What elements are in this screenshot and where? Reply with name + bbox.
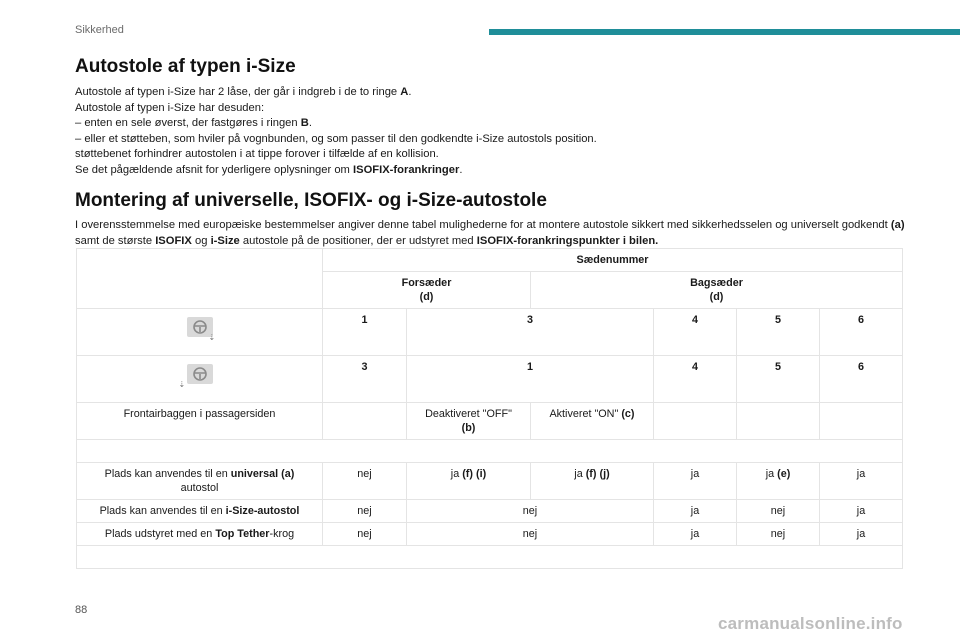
note: (e) bbox=[777, 468, 791, 480]
text: Plads udstyret med en bbox=[104, 528, 216, 540]
content bbox=[75, 56, 905, 249]
value-cell: nej bbox=[323, 500, 407, 523]
text: ja bbox=[450, 468, 463, 480]
isofix-reference: ISOFIX-forankringer bbox=[353, 163, 460, 176]
value-cell: nej bbox=[737, 523, 820, 546]
airbag-label: Frontairbaggen i passagersiden bbox=[77, 403, 323, 440]
value-cell: nej bbox=[407, 523, 654, 546]
seat-table bbox=[76, 248, 903, 569]
text: Bagsæder bbox=[690, 277, 743, 289]
airbag-off-cell bbox=[407, 403, 531, 440]
mounting-title: Montering af universelle, ISOFIX- og i-Size-autostole bbox=[75, 190, 547, 211]
seat-cell: 5 bbox=[737, 356, 820, 403]
isize-line-6 bbox=[75, 163, 905, 179]
table-row bbox=[77, 523, 903, 546]
seat-cell: 3 bbox=[407, 309, 654, 356]
isize-line-4: – eller et støtteben, som hviler på vognbunden, og som passer til den godkendte i-Size autostols position. bbox=[75, 132, 597, 145]
note: (b) bbox=[461, 422, 476, 434]
note: (f) (i) bbox=[462, 468, 487, 480]
front-seats-header bbox=[323, 272, 531, 309]
mounting-intro bbox=[75, 218, 905, 249]
value-cell bbox=[737, 463, 820, 500]
steering-wheel-right-icon: ⇣ bbox=[185, 364, 215, 388]
universal-label bbox=[77, 463, 323, 500]
isofix-term: ISOFIX bbox=[155, 234, 192, 247]
table-row bbox=[77, 546, 903, 569]
value-cell: ja bbox=[820, 523, 903, 546]
seat-cell: 6 bbox=[820, 356, 903, 403]
section-accent-bar bbox=[489, 29, 960, 35]
seat-cell: 1 bbox=[323, 309, 407, 356]
empty-cell bbox=[820, 403, 903, 440]
note: (d) bbox=[419, 291, 434, 303]
ring-a-label: A bbox=[400, 86, 409, 98]
seat-cell: 6 bbox=[820, 309, 903, 356]
corner-cell bbox=[77, 249, 323, 309]
text: Se det pågældende afsnit for yderligere oplysninger om bbox=[75, 163, 353, 176]
rear-seats-header bbox=[531, 272, 903, 309]
table-row bbox=[77, 249, 903, 272]
isize-term: i-Size bbox=[210, 234, 240, 247]
seat-number-header: Sædenummer bbox=[323, 249, 903, 272]
seat-cell: 4 bbox=[654, 356, 737, 403]
note: (d) bbox=[709, 291, 724, 303]
text: – enten en sele øverst, der fastgøres i ringen bbox=[75, 117, 301, 129]
text: Plads kan anvendes til en bbox=[99, 505, 226, 517]
isize-label bbox=[77, 500, 323, 523]
text: . bbox=[308, 117, 312, 129]
rhd-icon-cell bbox=[77, 356, 323, 403]
seat-cell: 5 bbox=[737, 309, 820, 356]
value-cell: nej bbox=[407, 500, 654, 523]
seat-cell: 4 bbox=[654, 309, 737, 356]
isofix-anchor-term: ISOFIX-forankringspunkter i bilen. bbox=[476, 234, 659, 247]
text: ja bbox=[574, 468, 586, 480]
table-row bbox=[77, 403, 903, 440]
text: i-Size-autostol bbox=[225, 505, 300, 517]
tether-label bbox=[77, 523, 323, 546]
table-row bbox=[77, 463, 903, 500]
note: (c) bbox=[621, 408, 635, 420]
seat-cell: 3 bbox=[323, 356, 407, 403]
value-cell: nej bbox=[323, 523, 407, 546]
text: autostole på de positioner, der er udstyret med bbox=[239, 234, 477, 247]
table-row bbox=[77, 500, 903, 523]
seat-cell: 1 bbox=[407, 356, 654, 403]
text: Top Tether bbox=[215, 528, 270, 540]
table-row bbox=[77, 309, 903, 356]
table-row bbox=[77, 440, 903, 463]
text: universal (a) bbox=[230, 468, 295, 480]
text: ja bbox=[765, 468, 778, 480]
value-cell: nej bbox=[323, 463, 407, 500]
isize-line-1 bbox=[75, 85, 905, 101]
text: og bbox=[191, 234, 211, 247]
isize-line-2: Autostole af typen i-Size har desuden: bbox=[75, 101, 265, 114]
isize-line-5: støttebenet forhindrer autostolen i at tippe forover i tilfælde af en kollision. bbox=[75, 148, 439, 160]
ring-b-label: B bbox=[300, 117, 309, 129]
watermark: carmanualsonline.info bbox=[718, 614, 903, 633]
text: . bbox=[459, 163, 463, 176]
steering-wheel-left-icon: ⇣ bbox=[185, 317, 215, 341]
section-label: Sikkerhed bbox=[75, 24, 124, 36]
spacer-row bbox=[77, 546, 903, 569]
empty-cell bbox=[737, 403, 820, 440]
text: Deaktiveret "OFF" bbox=[425, 408, 512, 420]
value-cell: ja bbox=[654, 523, 737, 546]
isize-title: Autostole af typen i-Size bbox=[75, 56, 296, 77]
table-row bbox=[77, 356, 903, 403]
spacer-row bbox=[77, 440, 903, 463]
isize-paragraph bbox=[75, 85, 905, 178]
value-cell bbox=[531, 463, 654, 500]
text: I overensstemmelse med europæiske bestemmelser angiver denne tabel mulighederne for at montere autostole sikkert med sikkerhedsselen og universelt godkendt bbox=[75, 219, 891, 231]
value-cell: ja bbox=[654, 500, 737, 523]
text: autostol bbox=[180, 482, 219, 494]
text: Plads kan anvendes til en bbox=[104, 468, 231, 480]
value-cell bbox=[407, 463, 531, 500]
airbag-on-cell bbox=[531, 403, 654, 440]
note: (f) (j) bbox=[585, 468, 610, 480]
value-cell: ja bbox=[820, 463, 903, 500]
text: samt de største bbox=[75, 234, 156, 247]
page-number: 88 bbox=[75, 604, 88, 616]
lhd-icon-cell bbox=[77, 309, 323, 356]
text: Aktiveret "ON" bbox=[549, 408, 622, 420]
text: . bbox=[408, 86, 412, 98]
isize-line-3 bbox=[75, 116, 905, 132]
note-a: (a) bbox=[890, 219, 905, 231]
text: -krog bbox=[269, 528, 295, 540]
empty-cell bbox=[323, 403, 407, 440]
text: Forsæder bbox=[401, 277, 452, 289]
text: Autostole af typen i-Size har 2 låse, der går i indgreb i de to ringe bbox=[75, 86, 401, 98]
empty-cell bbox=[654, 403, 737, 440]
value-cell: ja bbox=[820, 500, 903, 523]
value-cell: ja bbox=[654, 463, 737, 500]
value-cell: nej bbox=[737, 500, 820, 523]
